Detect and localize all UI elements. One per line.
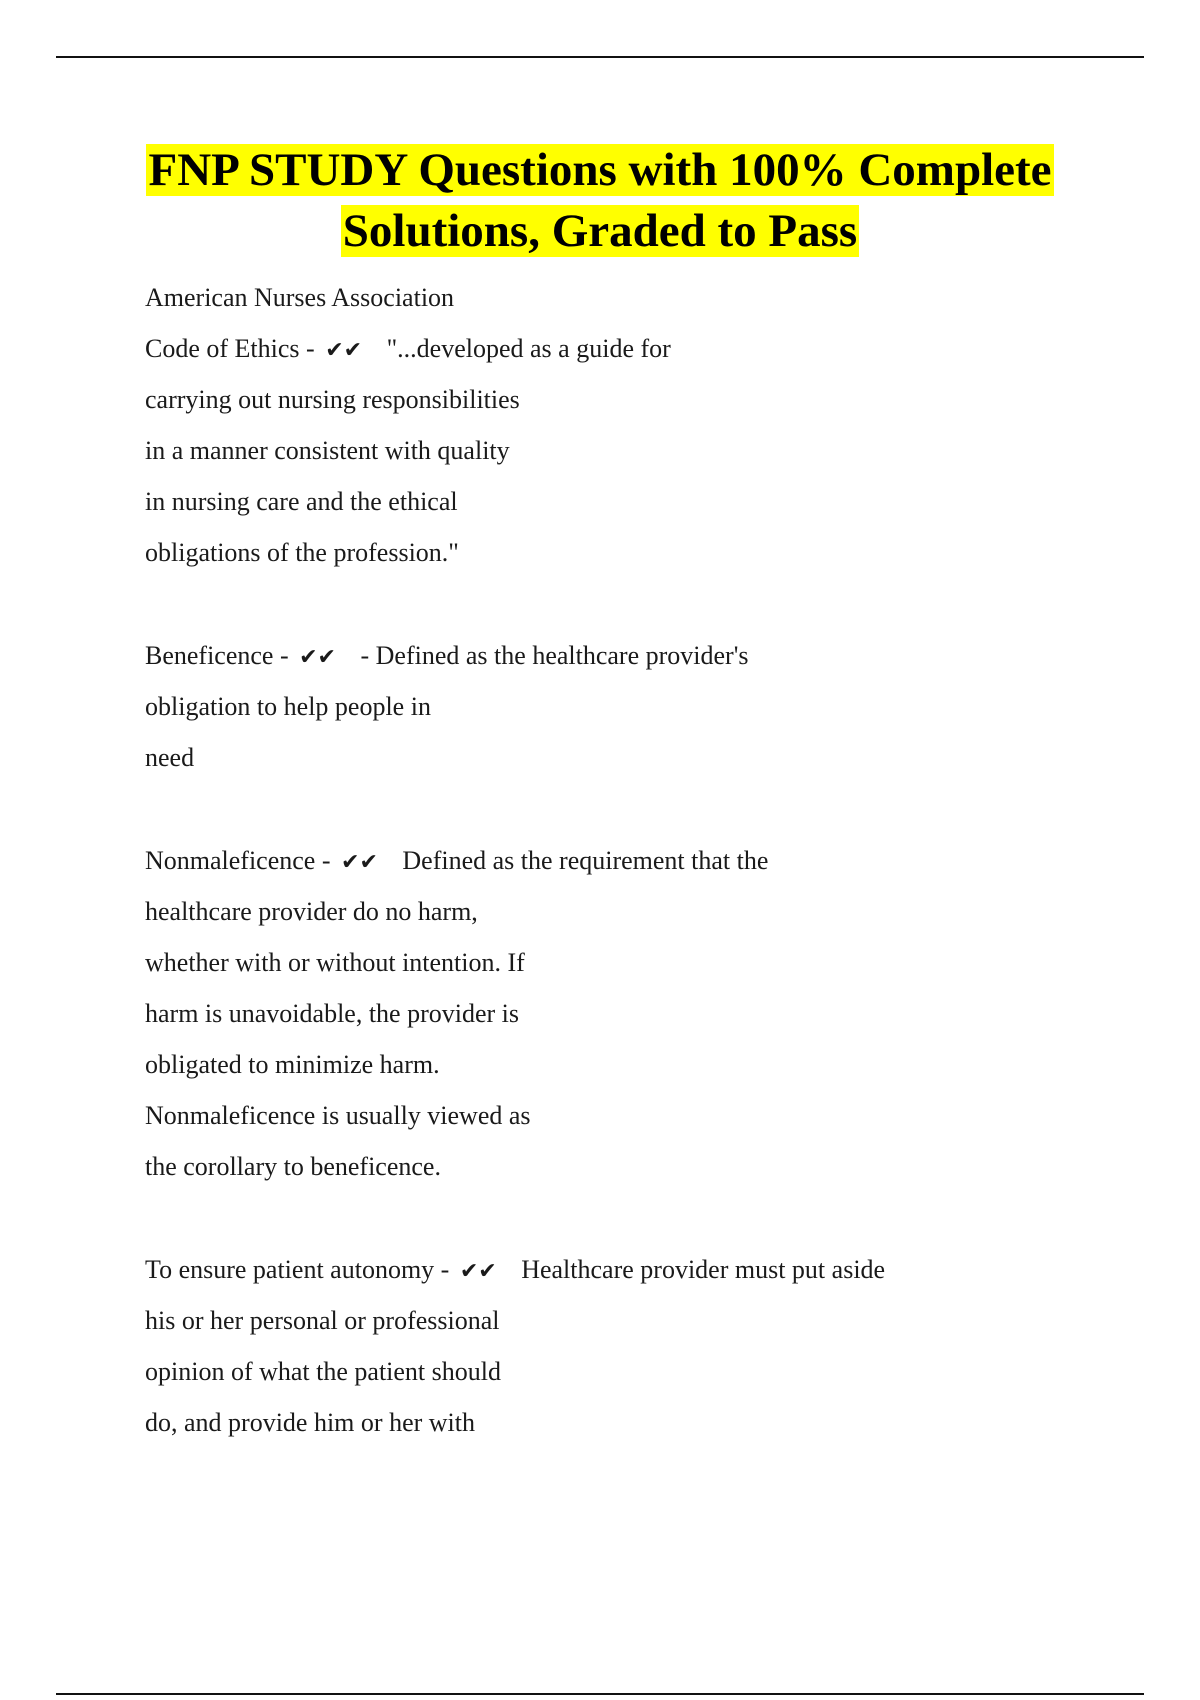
title-line-1: FNP STUDY Questions with 100% Complete [148, 144, 1052, 196]
entry-definition-line: Nonmaleficence is usually viewed as [145, 1101, 531, 1130]
header-rule [56, 56, 1144, 58]
entry-definition-line: need [145, 743, 195, 772]
document-title [0, 140, 1200, 262]
entry-definition-line: obligated to minimize harm. [145, 1050, 440, 1079]
entry-definition-line: carrying out nursing responsibilities [145, 385, 520, 414]
double-check-icon: ✔✔ [299, 645, 336, 670]
entry-definition-line: obligation to help people in [145, 692, 431, 721]
entry-term: Code of Ethics - [145, 334, 315, 363]
entry-definition-line: do, and provide him or her with [145, 1408, 475, 1437]
entry-definition-start: - Defined as the healthcare provider's [360, 641, 749, 670]
double-check-icon: ✔✔ [459, 1259, 497, 1284]
entry-definition-start: "...developed as a guide for [386, 334, 671, 363]
title-line-2: Solutions, Graded to Pass [342, 205, 858, 257]
entry-definition-line: in a manner consistent with quality [145, 436, 510, 465]
entry-beneficence [145, 638, 1105, 791]
double-check-icon: ✔✔ [341, 850, 378, 875]
entry-intro-line: American Nurses Association [145, 283, 455, 312]
entry-first-line [145, 843, 1105, 894]
entry-definition-start: Healthcare provider must put aside [521, 1255, 886, 1284]
entry-first-line [145, 331, 1105, 382]
entry-definition-start: Defined as the requirement that the [402, 846, 769, 875]
footer-rule [56, 1693, 1144, 1695]
entry-first-line [145, 1252, 1105, 1303]
double-check-icon: ✔✔ [325, 338, 363, 363]
entry-definition-line: his or her personal or professional [145, 1306, 500, 1335]
entry-term: To ensure patient autonomy - [145, 1255, 450, 1284]
entry-definition-line: healthcare provider do no harm, [145, 897, 478, 926]
entry-definition-line: the corollary to beneficence. [145, 1152, 441, 1181]
document-body [145, 280, 1105, 1508]
entry-definition-line: obligations of the profession." [145, 538, 459, 567]
entry-nonmaleficence [145, 843, 1105, 1200]
entry-code-of-ethics [145, 280, 1105, 586]
entry-definition-line: harm is unavoidable, the provider is [145, 999, 520, 1028]
entry-definition-line: opinion of what the patient should [145, 1357, 502, 1386]
entry-definition-line: in nursing care and the ethical [145, 487, 458, 516]
entry-term: Beneficence - [145, 641, 289, 670]
entry-first-line [145, 638, 1105, 689]
entry-patient-autonomy [145, 1252, 1105, 1456]
entry-definition-line: whether with or without intention. If [145, 948, 525, 977]
entry-term: Nonmaleficence - [145, 846, 331, 875]
